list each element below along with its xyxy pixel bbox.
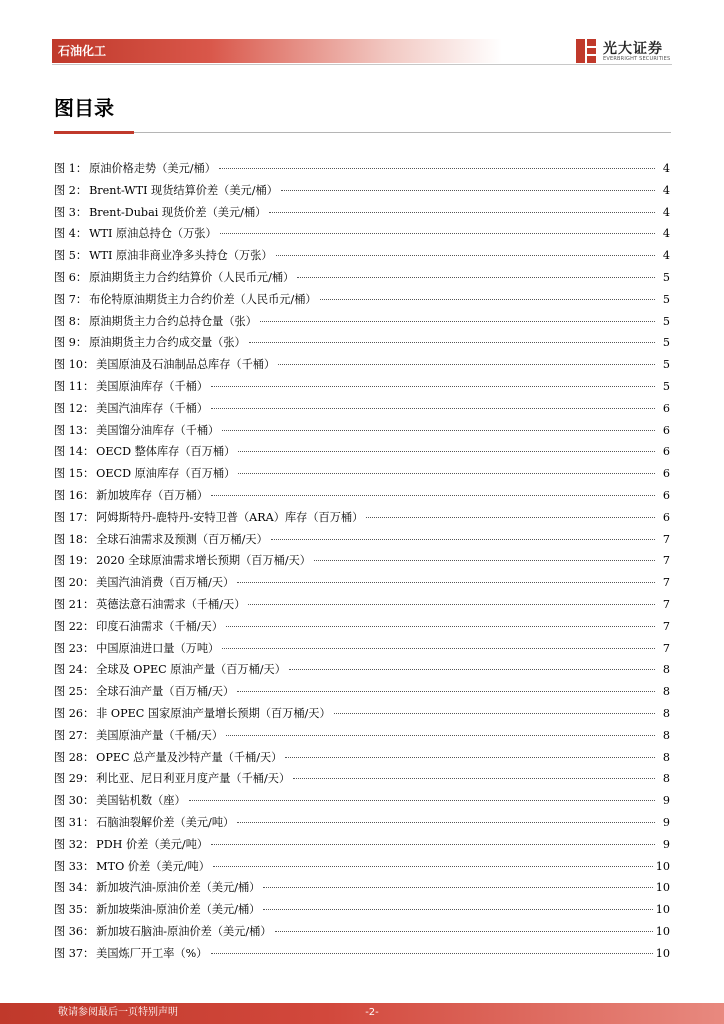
toc-entry-page: 9 bbox=[662, 815, 670, 829]
toc-entry-page: 5 bbox=[662, 270, 670, 284]
toc-entry-page: 8 bbox=[662, 685, 670, 699]
toc-entry[interactable] bbox=[54, 616, 670, 638]
toc-entry-page: 7 bbox=[662, 619, 670, 633]
toc-entry-title: 美国钻机数（座） bbox=[96, 794, 186, 808]
toc-entry-leader bbox=[211, 407, 655, 409]
toc-entry-number: 图 24： bbox=[54, 663, 95, 677]
toc-entry-leader bbox=[213, 865, 653, 867]
toc-entry[interactable] bbox=[54, 420, 670, 442]
toc-entry-page: 4 bbox=[662, 227, 670, 241]
toc-entry-page: 6 bbox=[662, 445, 670, 459]
toc-entry[interactable] bbox=[54, 223, 670, 245]
toc-entry-leader bbox=[211, 952, 653, 954]
toc-entry[interactable] bbox=[54, 638, 670, 660]
toc-entry-title: 美国原油产量（千桶/天） bbox=[96, 728, 224, 742]
toc-entry-number: 图 18： bbox=[54, 532, 95, 546]
toc-entry-page: 8 bbox=[662, 728, 670, 742]
toc-entry[interactable] bbox=[54, 289, 670, 311]
toc-entry[interactable] bbox=[54, 485, 670, 507]
toc-entry-title: 原油期货主力合约结算价（人民币元/桶） bbox=[89, 270, 295, 284]
toc-entry[interactable] bbox=[54, 812, 670, 834]
toc-entry-title: Brent-WTI 现货结算价差（美元/桶） bbox=[89, 183, 278, 197]
toc-entry-leader bbox=[189, 799, 655, 801]
toc-entry-page: 10 bbox=[655, 881, 670, 895]
toc-entry-leader bbox=[211, 494, 655, 496]
toc-entry-number: 图 11： bbox=[54, 379, 95, 393]
toc-entry-number: 图 36： bbox=[54, 924, 95, 938]
toc-entry[interactable] bbox=[54, 398, 670, 420]
toc-entry-number: 图 14： bbox=[54, 445, 95, 459]
toc-entry-page: 10 bbox=[655, 946, 670, 960]
toc-entry[interactable] bbox=[54, 550, 670, 572]
footer-page-number: -2- bbox=[365, 1007, 379, 1018]
toc-entry-title: 阿姆斯特丹-鹿特丹-安特卫普（ARA）库存（百万桶） bbox=[96, 510, 364, 524]
toc-entry-leader bbox=[237, 690, 655, 692]
toc-entry-page: 7 bbox=[662, 532, 670, 546]
toc-entry-leader bbox=[219, 167, 655, 169]
toc-entry-title: 全球及 OPEC 原油产量（百万桶/天） bbox=[96, 663, 286, 677]
toc-entry[interactable] bbox=[54, 725, 670, 747]
toc-entry[interactable] bbox=[54, 659, 670, 681]
toc-entry-leader bbox=[237, 581, 655, 583]
toc-entry-title: 原油期货主力合约总持仓量（张） bbox=[89, 314, 257, 328]
toc-entry-page: 5 bbox=[662, 358, 670, 372]
toc-entry-number: 图 9： bbox=[54, 336, 88, 350]
toc-entry-title: 原油价格走势（美元/桶） bbox=[89, 162, 216, 175]
toc-entry-number: 图 31： bbox=[54, 815, 95, 829]
toc-entry[interactable] bbox=[54, 834, 670, 856]
toc-entry[interactable] bbox=[54, 899, 670, 921]
toc-entry-title: WTI 原油总持仓（万张） bbox=[89, 227, 217, 241]
toc-entry-leader bbox=[211, 385, 655, 387]
header-band bbox=[52, 39, 502, 63]
toc-entry-title: 新加坡柴油-原油价差（美元/桶） bbox=[96, 903, 261, 917]
toc-entry-page: 4 bbox=[662, 249, 670, 263]
toc-entry-page: 7 bbox=[662, 554, 670, 568]
toc-entry[interactable] bbox=[54, 594, 670, 616]
toc-entry-title: OPEC 总产量及沙特产量（千桶/天） bbox=[96, 750, 283, 764]
footer-disclaimer[interactable]: 敬请参阅最后一页特别声明 bbox=[58, 1007, 178, 1018]
toc-entry-leader bbox=[293, 777, 655, 779]
toc-entry-number: 图 1： bbox=[54, 162, 88, 175]
toc-entry-number: 图 30： bbox=[54, 794, 95, 808]
toc-entry-page: 10 bbox=[655, 903, 670, 917]
toc-entry-leader bbox=[276, 254, 655, 256]
toc-entry-page: 6 bbox=[662, 467, 670, 481]
toc-entry-number: 图 32： bbox=[54, 837, 95, 851]
toc-entry-number: 图 13： bbox=[54, 423, 95, 437]
toc-entry-leader bbox=[260, 320, 655, 322]
toc-entry-leader bbox=[297, 276, 655, 278]
toc-entry-number: 图 19： bbox=[54, 554, 95, 568]
toc-entry-title: 新加坡库存（百万桶） bbox=[96, 488, 209, 502]
toc-entry-leader bbox=[285, 756, 655, 758]
toc-entry-leader bbox=[334, 712, 655, 714]
toc-entry[interactable] bbox=[54, 311, 670, 333]
toc-entry-leader bbox=[314, 559, 655, 561]
title-rule bbox=[54, 132, 671, 133]
toc-entry[interactable] bbox=[54, 703, 670, 725]
toc-entry-page: 4 bbox=[662, 205, 670, 219]
logo-text-cn: 光大证券 bbox=[603, 41, 663, 57]
toc-entry-page: 8 bbox=[662, 706, 670, 720]
toc-entry-leader bbox=[263, 908, 652, 910]
toc-entry[interactable] bbox=[54, 529, 670, 551]
toc-entry-title: 石脑油裂解价差（美元/吨） bbox=[96, 815, 235, 829]
toc-entry-page: 5 bbox=[662, 379, 670, 393]
toc-entry-title: 2020 全球原油需求增长预期（百万桶/天） bbox=[96, 554, 311, 568]
toc-entry-number: 图 15： bbox=[54, 467, 95, 481]
toc-entry-number: 图 2： bbox=[54, 183, 88, 197]
logo-text-en: EVERBRIGHT SECURITIES bbox=[603, 56, 671, 62]
toc-entry-page: 6 bbox=[662, 510, 670, 524]
toc-entry-leader bbox=[238, 472, 655, 474]
toc-entry-leader bbox=[226, 734, 655, 736]
toc-entry-title: 美国原油库存（千桶） bbox=[96, 379, 209, 393]
toc-entry[interactable] bbox=[54, 202, 670, 224]
toc-entry-number: 图 20： bbox=[54, 576, 95, 590]
toc-entry-title: 利比亚、尼日利亚月度产量（千桶/天） bbox=[96, 772, 291, 786]
section-label: 石油化工 bbox=[58, 44, 107, 58]
toc-entry-number: 图 4： bbox=[54, 227, 88, 241]
toc-entry-leader bbox=[278, 363, 655, 365]
toc-entry-leader bbox=[249, 341, 655, 343]
toc-entry-title: 原油期货主力合约成交量（张） bbox=[89, 336, 246, 350]
toc-entry-title: 全球石油产量（百万桶/天） bbox=[96, 685, 235, 699]
toc-entry-page: 7 bbox=[662, 641, 670, 655]
toc-entry-title: 美国炼厂开工率（%） bbox=[96, 946, 208, 960]
toc-entry-number: 图 16： bbox=[54, 488, 95, 502]
toc-entry[interactable] bbox=[54, 921, 670, 943]
toc-entry-title: PDH 价差（美元/吨） bbox=[96, 837, 209, 851]
toc-entry-number: 图 5： bbox=[54, 249, 88, 263]
toc-entry-number: 图 35： bbox=[54, 903, 95, 917]
toc-entry-leader bbox=[226, 625, 655, 627]
toc-entry[interactable] bbox=[54, 943, 670, 965]
toc-entry-leader bbox=[275, 930, 653, 932]
toc-entry-number: 图 3： bbox=[54, 205, 88, 219]
toc-entry[interactable] bbox=[54, 245, 670, 267]
figure-list bbox=[54, 158, 670, 964]
toc-entry-number: 图 17： bbox=[54, 510, 95, 524]
toc-entry-number: 图 28： bbox=[54, 750, 95, 764]
toc-entry-leader bbox=[222, 429, 655, 431]
toc-entry-title: 全球石油需求及预测（百万桶/天） bbox=[96, 532, 268, 546]
toc-entry-page: 4 bbox=[662, 183, 670, 197]
toc-entry-leader bbox=[289, 668, 655, 670]
toc-entry-leader bbox=[238, 450, 655, 452]
toc-entry-number: 图 27： bbox=[54, 728, 95, 742]
toc-entry-title: 印度石油需求（千桶/天） bbox=[96, 619, 224, 633]
toc-entry-number: 图 33： bbox=[54, 859, 95, 873]
title-rule-accent bbox=[54, 131, 134, 134]
toc-entry-page: 6 bbox=[662, 488, 670, 502]
toc-entry[interactable] bbox=[54, 790, 670, 812]
toc-entry[interactable] bbox=[54, 332, 670, 354]
toc-entry-page: 5 bbox=[662, 336, 670, 350]
toc-entry-title: OECD 原油库存（百万桶） bbox=[96, 467, 236, 481]
toc-entry-leader bbox=[222, 647, 655, 649]
toc-entry[interactable] bbox=[54, 877, 670, 899]
toc-entry-title: 美国汽油库存（千桶） bbox=[96, 401, 209, 415]
toc-entry-page: 9 bbox=[662, 837, 670, 851]
page-title: 图目录 bbox=[54, 96, 114, 120]
toc-entry-number: 图 34： bbox=[54, 881, 95, 895]
toc-entry[interactable] bbox=[54, 681, 670, 703]
toc-entry-leader bbox=[320, 298, 655, 300]
toc-entry-page: 10 bbox=[655, 859, 670, 873]
toc-entry[interactable] bbox=[54, 180, 670, 202]
toc-entry-title: 中国原油进口量（万吨） bbox=[96, 641, 220, 655]
toc-entry-page: 8 bbox=[662, 663, 670, 677]
toc-entry-number: 图 29： bbox=[54, 772, 95, 786]
toc-entry-page: 4 bbox=[662, 162, 670, 175]
toc-entry-number: 图 8： bbox=[54, 314, 88, 328]
toc-entry-leader bbox=[220, 232, 655, 234]
toc-entry[interactable] bbox=[54, 507, 670, 529]
toc-entry-leader bbox=[248, 603, 655, 605]
toc-entry-number: 图 10： bbox=[54, 358, 95, 372]
toc-entry-leader bbox=[263, 886, 652, 888]
toc-entry-title: 美国原油及石油制品总库存（千桶） bbox=[96, 358, 276, 372]
toc-entry-number: 图 37： bbox=[54, 946, 95, 960]
toc-entry[interactable] bbox=[54, 441, 670, 463]
toc-entry-title: 新加坡汽油-原油价差（美元/桶） bbox=[96, 881, 261, 895]
toc-entry[interactable] bbox=[54, 768, 670, 790]
toc-entry[interactable] bbox=[54, 856, 670, 878]
toc-entry-leader bbox=[271, 538, 655, 540]
toc-entry-page: 7 bbox=[662, 597, 670, 611]
toc-entry-leader bbox=[281, 189, 655, 191]
toc-entry-number: 图 6： bbox=[54, 270, 88, 284]
toc-entry-title: 布伦特原油期货主力合约价差（人民币元/桶） bbox=[89, 292, 317, 306]
toc-entry-page: 5 bbox=[662, 292, 670, 306]
company-logo bbox=[575, 36, 675, 66]
toc-entry-title: 美国馏分油库存（千桶） bbox=[96, 423, 220, 437]
toc-entry[interactable] bbox=[54, 267, 670, 289]
toc-entry-number: 图 23： bbox=[54, 641, 95, 655]
toc-entry-title: Brent-Dubai 现货价差（美元/桶） bbox=[89, 205, 267, 219]
toc-entry-page: 9 bbox=[662, 794, 670, 808]
toc-entry-title: WTI 原油非商业净多头持仓（万张） bbox=[89, 249, 273, 263]
toc-entry-title: 新加坡石脑油-原油价差（美元/桶） bbox=[96, 924, 272, 938]
toc-entry-page: 8 bbox=[662, 772, 670, 786]
toc-entry-page: 8 bbox=[662, 750, 670, 764]
toc-entry-page: 6 bbox=[662, 401, 670, 415]
toc-entry-number: 图 12： bbox=[54, 401, 95, 415]
toc-entry[interactable] bbox=[54, 572, 670, 594]
toc-entry[interactable] bbox=[54, 376, 670, 398]
toc-entry-page: 6 bbox=[662, 423, 670, 437]
everbright-logo-icon bbox=[575, 38, 597, 64]
toc-entry-title: 非 OPEC 国家原油产量增长预期（百万桶/天） bbox=[96, 706, 331, 720]
toc-entry-number: 图 22： bbox=[54, 619, 95, 633]
toc-entry[interactable] bbox=[54, 158, 670, 180]
toc-entry-number: 图 25： bbox=[54, 685, 95, 699]
toc-entry-title: 美国汽油消费（百万桶/天） bbox=[96, 576, 235, 590]
toc-entry-leader bbox=[237, 821, 655, 823]
toc-entry-page: 7 bbox=[662, 576, 670, 590]
toc-entry-number: 图 26： bbox=[54, 706, 95, 720]
toc-entry-title: 英德法意石油需求（千桶/天） bbox=[96, 597, 246, 611]
toc-entry[interactable] bbox=[54, 354, 670, 376]
toc-entry[interactable] bbox=[54, 747, 670, 769]
toc-entry-leader bbox=[211, 843, 655, 845]
toc-entry-leader bbox=[269, 211, 655, 213]
toc-entry-leader bbox=[366, 516, 655, 518]
toc-entry-title: MTO 价差（美元/吨） bbox=[96, 859, 210, 873]
toc-entry-number: 图 21： bbox=[54, 597, 95, 611]
toc-entry-title: OECD 整体库存（百万桶） bbox=[96, 445, 236, 459]
toc-entry-page: 10 bbox=[655, 924, 670, 938]
toc-entry-number: 图 7： bbox=[54, 292, 88, 306]
toc-entry-page: 5 bbox=[662, 314, 670, 328]
toc-entry[interactable] bbox=[54, 463, 670, 485]
